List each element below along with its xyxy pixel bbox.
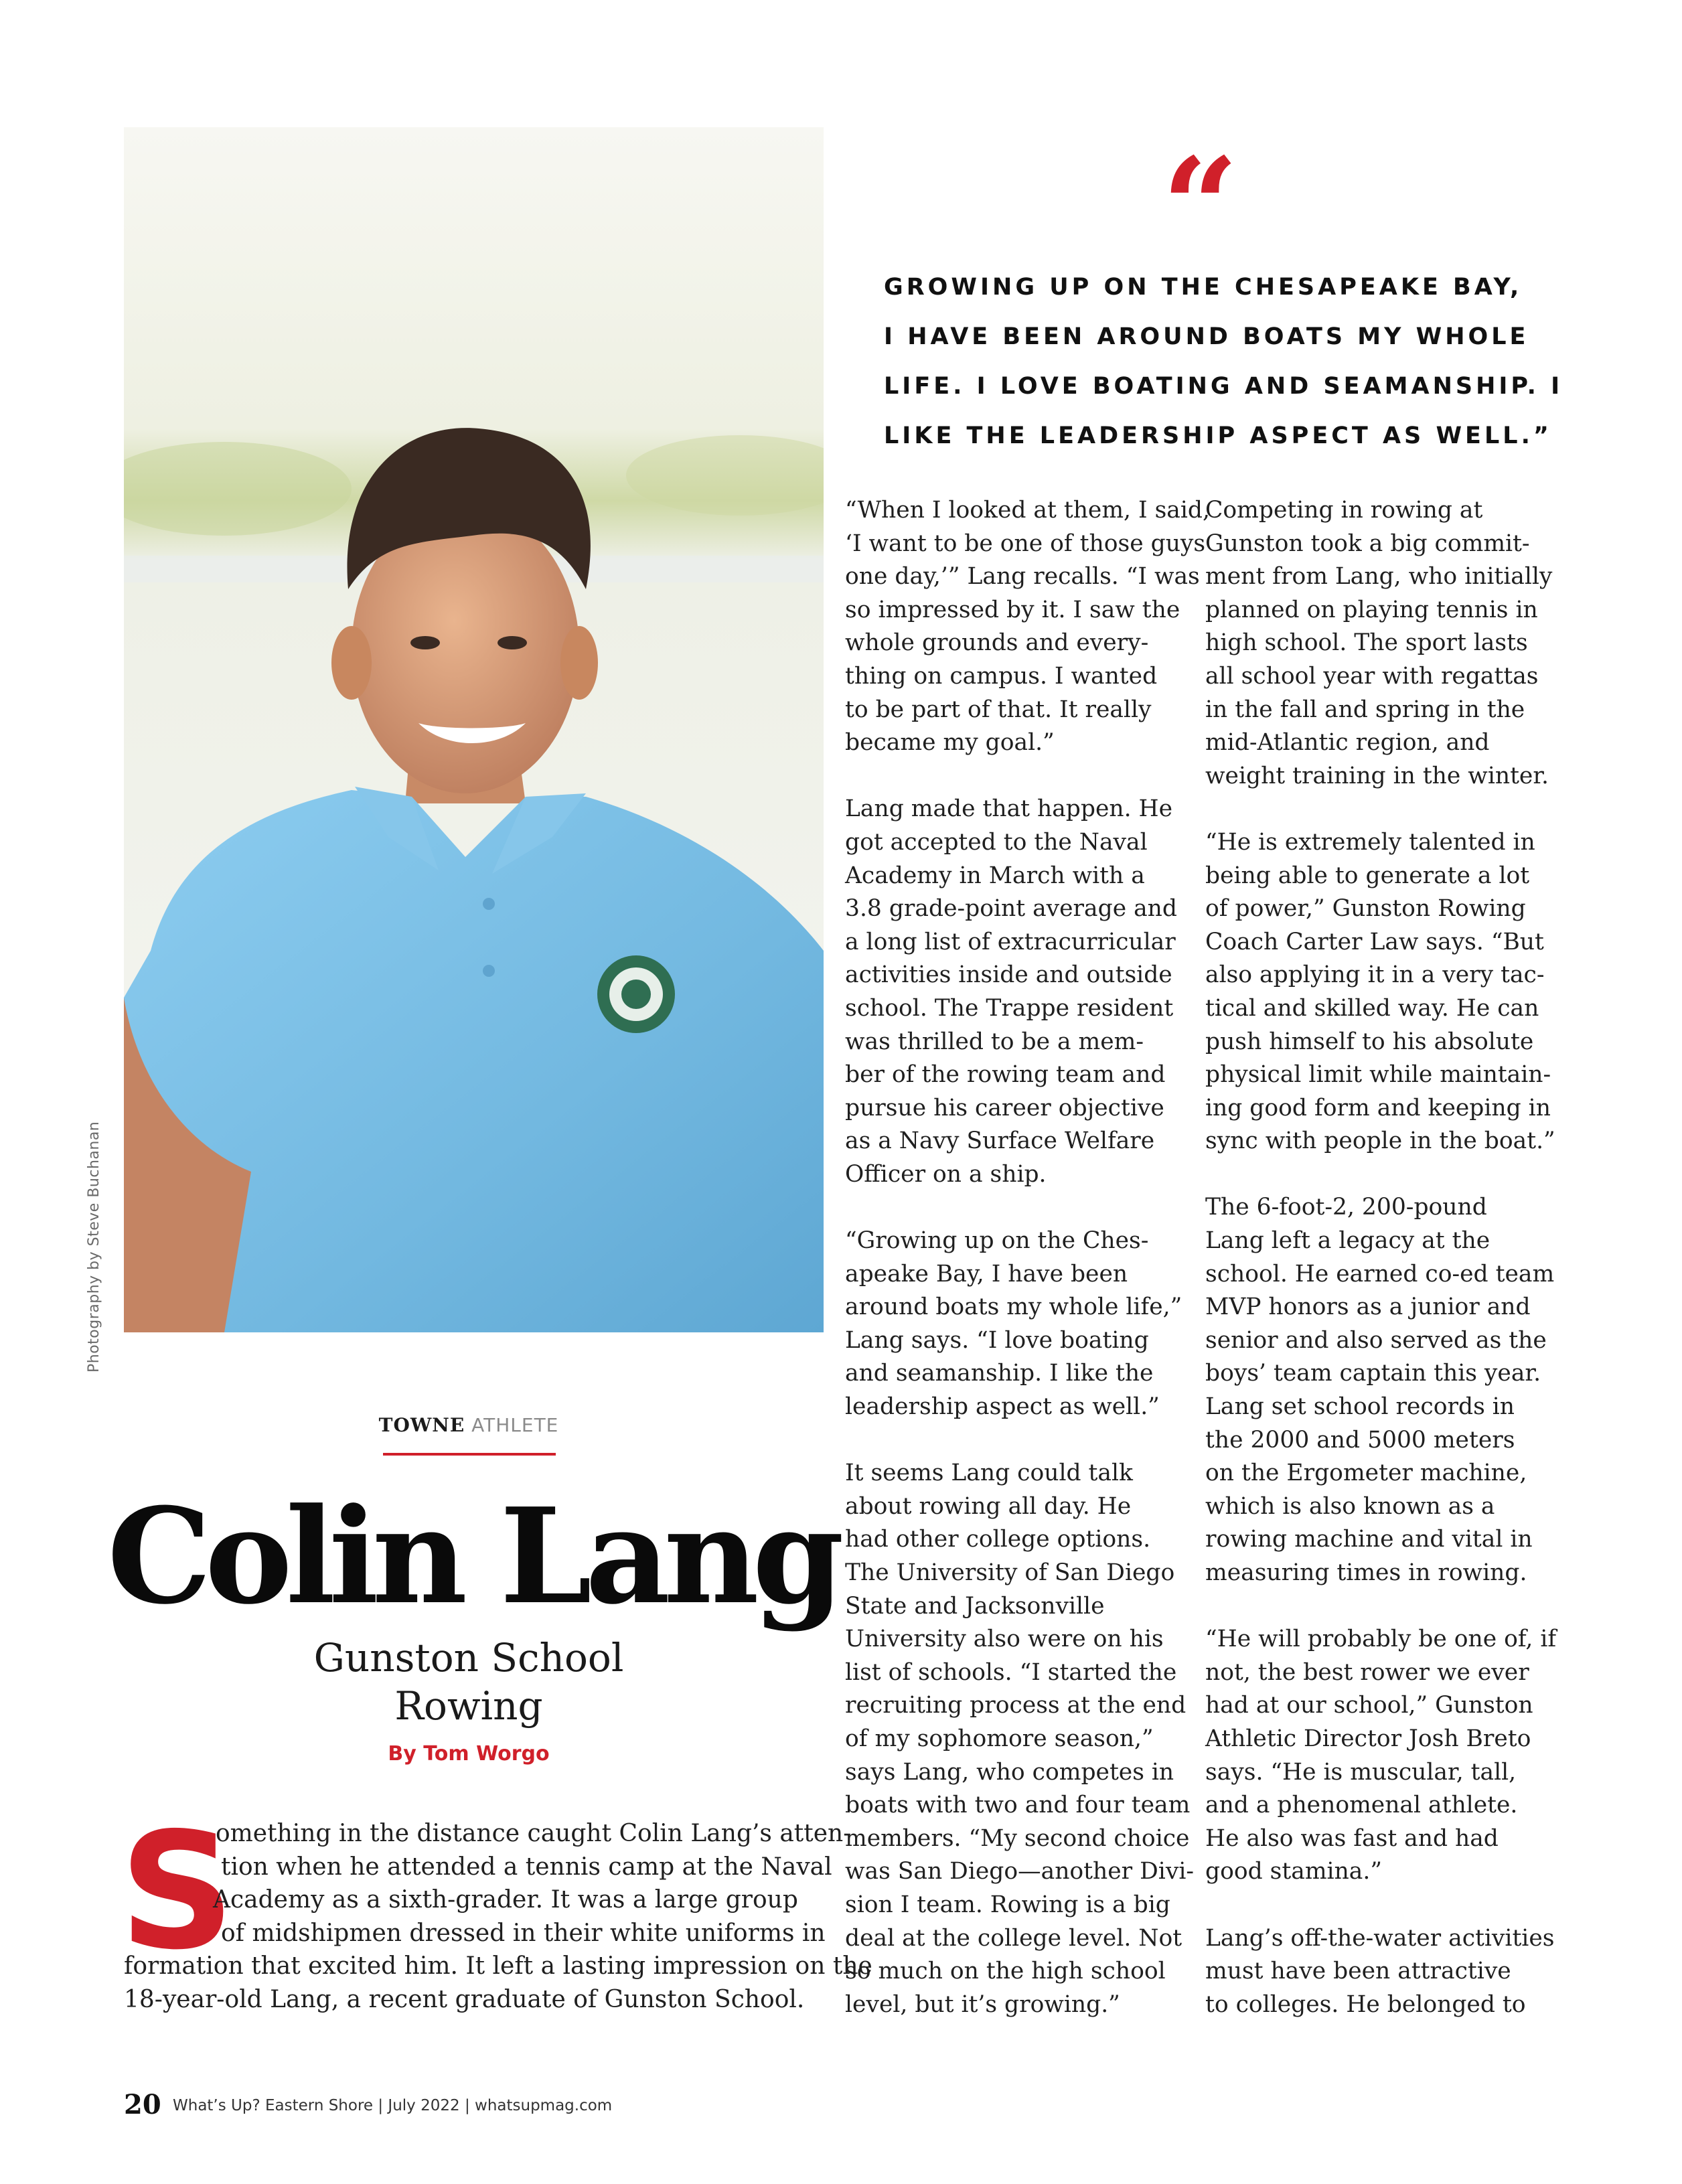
- page-number: 20: [124, 2089, 161, 2120]
- column-line: all school year with regattas: [1205, 662, 1539, 690]
- lead-line: omething in the distance caught Colin Lang’s atten-: [216, 1820, 852, 1847]
- article-column-1: [845, 494, 1210, 2021]
- column-line: rowing machine and vital in: [1205, 1526, 1533, 1553]
- column-line: weight training in the winter.: [1205, 762, 1549, 789]
- column-line: MVP honors as a junior and: [1205, 1294, 1531, 1321]
- article-subhead: [134, 1634, 804, 1730]
- column-line: Athletic Director Josh Breto: [1205, 1725, 1531, 1752]
- column-line: “He will probably be one of, if: [1205, 1626, 1557, 1653]
- section-rule: [383, 1453, 556, 1456]
- athlete-photo: [124, 127, 824, 1332]
- column-line: about rowing all day. He: [845, 1492, 1132, 1520]
- column-line: the 2000 and 5000 meters: [1205, 1426, 1515, 1454]
- column-line: had other college options.: [845, 1526, 1151, 1553]
- column-line: Gunston took a big commit-: [1205, 530, 1530, 557]
- column-line: Lang left a legacy at the: [1205, 1227, 1490, 1255]
- column-line: [1205, 793, 1553, 826]
- column-line: boats with two and four team: [845, 1792, 1191, 1819]
- column-line: mid-Atlantic region, and: [1205, 729, 1490, 757]
- pull-quote-line: I HAVE BEEN AROUND BOATS MY WHOLE: [884, 323, 1529, 350]
- column-line: It seems Lang could talk: [845, 1460, 1133, 1487]
- column-line: a long list of extracurricular: [845, 928, 1176, 955]
- column-line: so much on the high school: [845, 1958, 1166, 1985]
- column-line: push himself to his absolute: [1205, 1028, 1534, 1055]
- column-line: Lang set school records in: [1205, 1393, 1515, 1421]
- column-line: “Growing up on the Ches-: [845, 1227, 1149, 1255]
- column-line: [845, 1191, 1200, 1225]
- column-line: “He is extremely talented in: [1205, 828, 1535, 856]
- column-line: Lang’s off-the-water activities: [1205, 1924, 1555, 1952]
- column-line: Competing in rowing at: [1205, 497, 1483, 524]
- column-line: [1205, 1889, 1553, 1922]
- column-line: thing on campus. I wanted: [845, 662, 1158, 690]
- column-line: deal at the college level. Not: [845, 1924, 1182, 1952]
- column-line: recruiting process at the end: [845, 1692, 1187, 1719]
- column-line: says Lang, who competes in: [845, 1758, 1174, 1786]
- column-line: good stamina.”: [1205, 1858, 1382, 1885]
- column-line: on the Ergometer machine,: [1205, 1460, 1527, 1487]
- lead-line: Academy as a sixth-grader. It was a large group: [213, 1886, 798, 1914]
- article-headline: Colin Lang: [107, 1480, 838, 1634]
- quote-mark-icon: “: [1162, 129, 1239, 286]
- column-line: says. “He is muscular, tall,: [1205, 1758, 1517, 1786]
- column-line: ‘I want to be one of those guys: [845, 530, 1206, 557]
- column-line: became my goal.”: [845, 729, 1055, 757]
- lead-line: formation that excited him. It left a lasting impression on the: [124, 1952, 872, 1980]
- pull-quote-line: LIFE. I LOVE BOATING AND SEAMANSHIP. I: [884, 373, 1563, 400]
- pull-quote: [884, 262, 1563, 461]
- column-line: ber of the rowing team and: [845, 1061, 1166, 1089]
- column-line: apeake Bay, I have been: [845, 1260, 1128, 1288]
- column-line: The University of San Diego: [845, 1559, 1175, 1586]
- column-line: and seamanship. I like the: [845, 1360, 1154, 1387]
- column-line: pursue his career objective: [845, 1094, 1164, 1121]
- column-line: as a Navy Surface Welfare: [845, 1127, 1155, 1155]
- column-line: [1205, 1158, 1553, 1192]
- section-label-strong: TOWNE: [378, 1414, 465, 1436]
- column-line: so impressed by it. I saw the: [845, 596, 1180, 623]
- column-line: which is also known as a: [1205, 1492, 1495, 1520]
- column-line: also applying it in a very tac-: [1205, 961, 1545, 989]
- photo-credit: Photography by Steve Buchanan: [86, 1121, 102, 1373]
- lead-line: tion when he attended a tennis camp at the Naval: [221, 1853, 832, 1881]
- article-column-2: [1205, 494, 1557, 2021]
- column-line: State and Jacksonville: [845, 1592, 1105, 1620]
- section-label: [375, 1414, 562, 1436]
- column-line: 3.8 grade-point average and: [845, 895, 1177, 923]
- column-line: Lang made that happen. He: [845, 795, 1173, 823]
- column-line: tical and skilled way. He can: [1205, 994, 1539, 1022]
- lead-full-lines: [124, 1950, 872, 2016]
- column-line: of power,” Gunston Rowing: [1205, 895, 1526, 923]
- footer-publication-info: What’s Up? Eastern Shore | July 2022 | whatsupmag.com: [173, 2097, 613, 2114]
- column-line: [845, 1424, 1200, 1458]
- subhead-sport: Rowing: [394, 1683, 543, 1729]
- column-line: He also was fast and had: [1205, 1824, 1499, 1852]
- column-line: activities inside and outside: [845, 961, 1172, 989]
- column-line: [845, 760, 1200, 793]
- lead-line: 18-year-old Lang, a recent graduate of Gunston School.: [124, 1985, 805, 2013]
- column-line: list of schools. “I started the: [845, 1658, 1177, 1686]
- column-line: in the fall and spring in the: [1205, 696, 1525, 723]
- column-line: boys’ team captain this year.: [1205, 1360, 1541, 1387]
- pull-quote-line: GROWING UP ON THE CHESAPEAKE BAY,: [884, 274, 1523, 301]
- section-label-light: ATHLETE: [471, 1414, 559, 1436]
- subhead-school: Gunston School: [313, 1635, 624, 1681]
- lead-indented-lines: [213, 1817, 852, 1950]
- column-line: one day,’” Lang recalls. “I was: [845, 563, 1200, 591]
- drop-cap: S: [119, 1798, 235, 1985]
- column-line: school. The Trappe resident: [845, 994, 1174, 1022]
- column-line: and a phenomenal athlete.: [1205, 1792, 1518, 1819]
- column-line: measuring times in rowing.: [1205, 1559, 1527, 1586]
- column-line: was thrilled to be a mem-: [845, 1028, 1144, 1055]
- column-line: Officer on a ship.: [845, 1160, 1047, 1188]
- column-line: to be part of that. It really: [845, 696, 1152, 723]
- column-line: The 6-foot-2, 200-pound: [1205, 1194, 1487, 1221]
- column-line: must have been attractive: [1205, 1958, 1511, 1985]
- column-line: was San Diego—another Divi-: [845, 1858, 1195, 1885]
- athlete-portrait-illustration: [124, 127, 824, 1332]
- column-line: ing good form and keeping in: [1205, 1094, 1551, 1121]
- column-line: senior and also served as the: [1205, 1326, 1547, 1354]
- column-line: level, but it’s growing.”: [845, 1991, 1120, 2018]
- column-line: being able to generate a lot: [1205, 862, 1530, 889]
- column-line: to colleges. He belonged to: [1205, 1991, 1526, 2018]
- byline: By Tom Worgo: [388, 1742, 550, 1766]
- column-line: got accepted to the Naval: [845, 828, 1148, 856]
- column-line: leadership aspect as well.”: [845, 1393, 1160, 1421]
- column-line: ment from Lang, who initially: [1205, 563, 1553, 591]
- column-line: [1205, 1590, 1553, 1624]
- column-line: sion I team. Rowing is a big: [845, 1891, 1170, 1918]
- column-line: University also were on his: [845, 1626, 1164, 1653]
- column-line: whole grounds and every-: [845, 629, 1149, 657]
- column-line: Academy in March with a: [845, 862, 1145, 889]
- column-line: “When I looked at them, I said,: [845, 497, 1210, 524]
- column-line: Lang says. “I love boating: [845, 1326, 1149, 1354]
- column-line: sync with people in the boat.”: [1205, 1127, 1555, 1155]
- column-line: around boats my whole life,”: [845, 1294, 1182, 1321]
- column-line: physical limit while maintain-: [1205, 1061, 1551, 1089]
- column-line: Coach Carter Law says. “But: [1205, 928, 1544, 955]
- column-line: had at our school,” Gunston: [1205, 1692, 1533, 1719]
- column-line: members. “My second choice: [845, 1824, 1190, 1852]
- column-line: of my sophomore season,”: [845, 1725, 1154, 1752]
- column-line: high school. The sport lasts: [1205, 629, 1528, 657]
- column-line: not, the best rower we ever: [1205, 1658, 1529, 1686]
- pull-quote-line: LIKE THE LEADERSHIP ASPECT AS WELL.”: [884, 422, 1552, 449]
- column-line: planned on playing tennis in: [1205, 596, 1538, 623]
- lead-line: of midshipmen dressed in their white uniforms in: [221, 1919, 826, 1947]
- column-line: school. He earned co-ed team: [1205, 1260, 1555, 1288]
